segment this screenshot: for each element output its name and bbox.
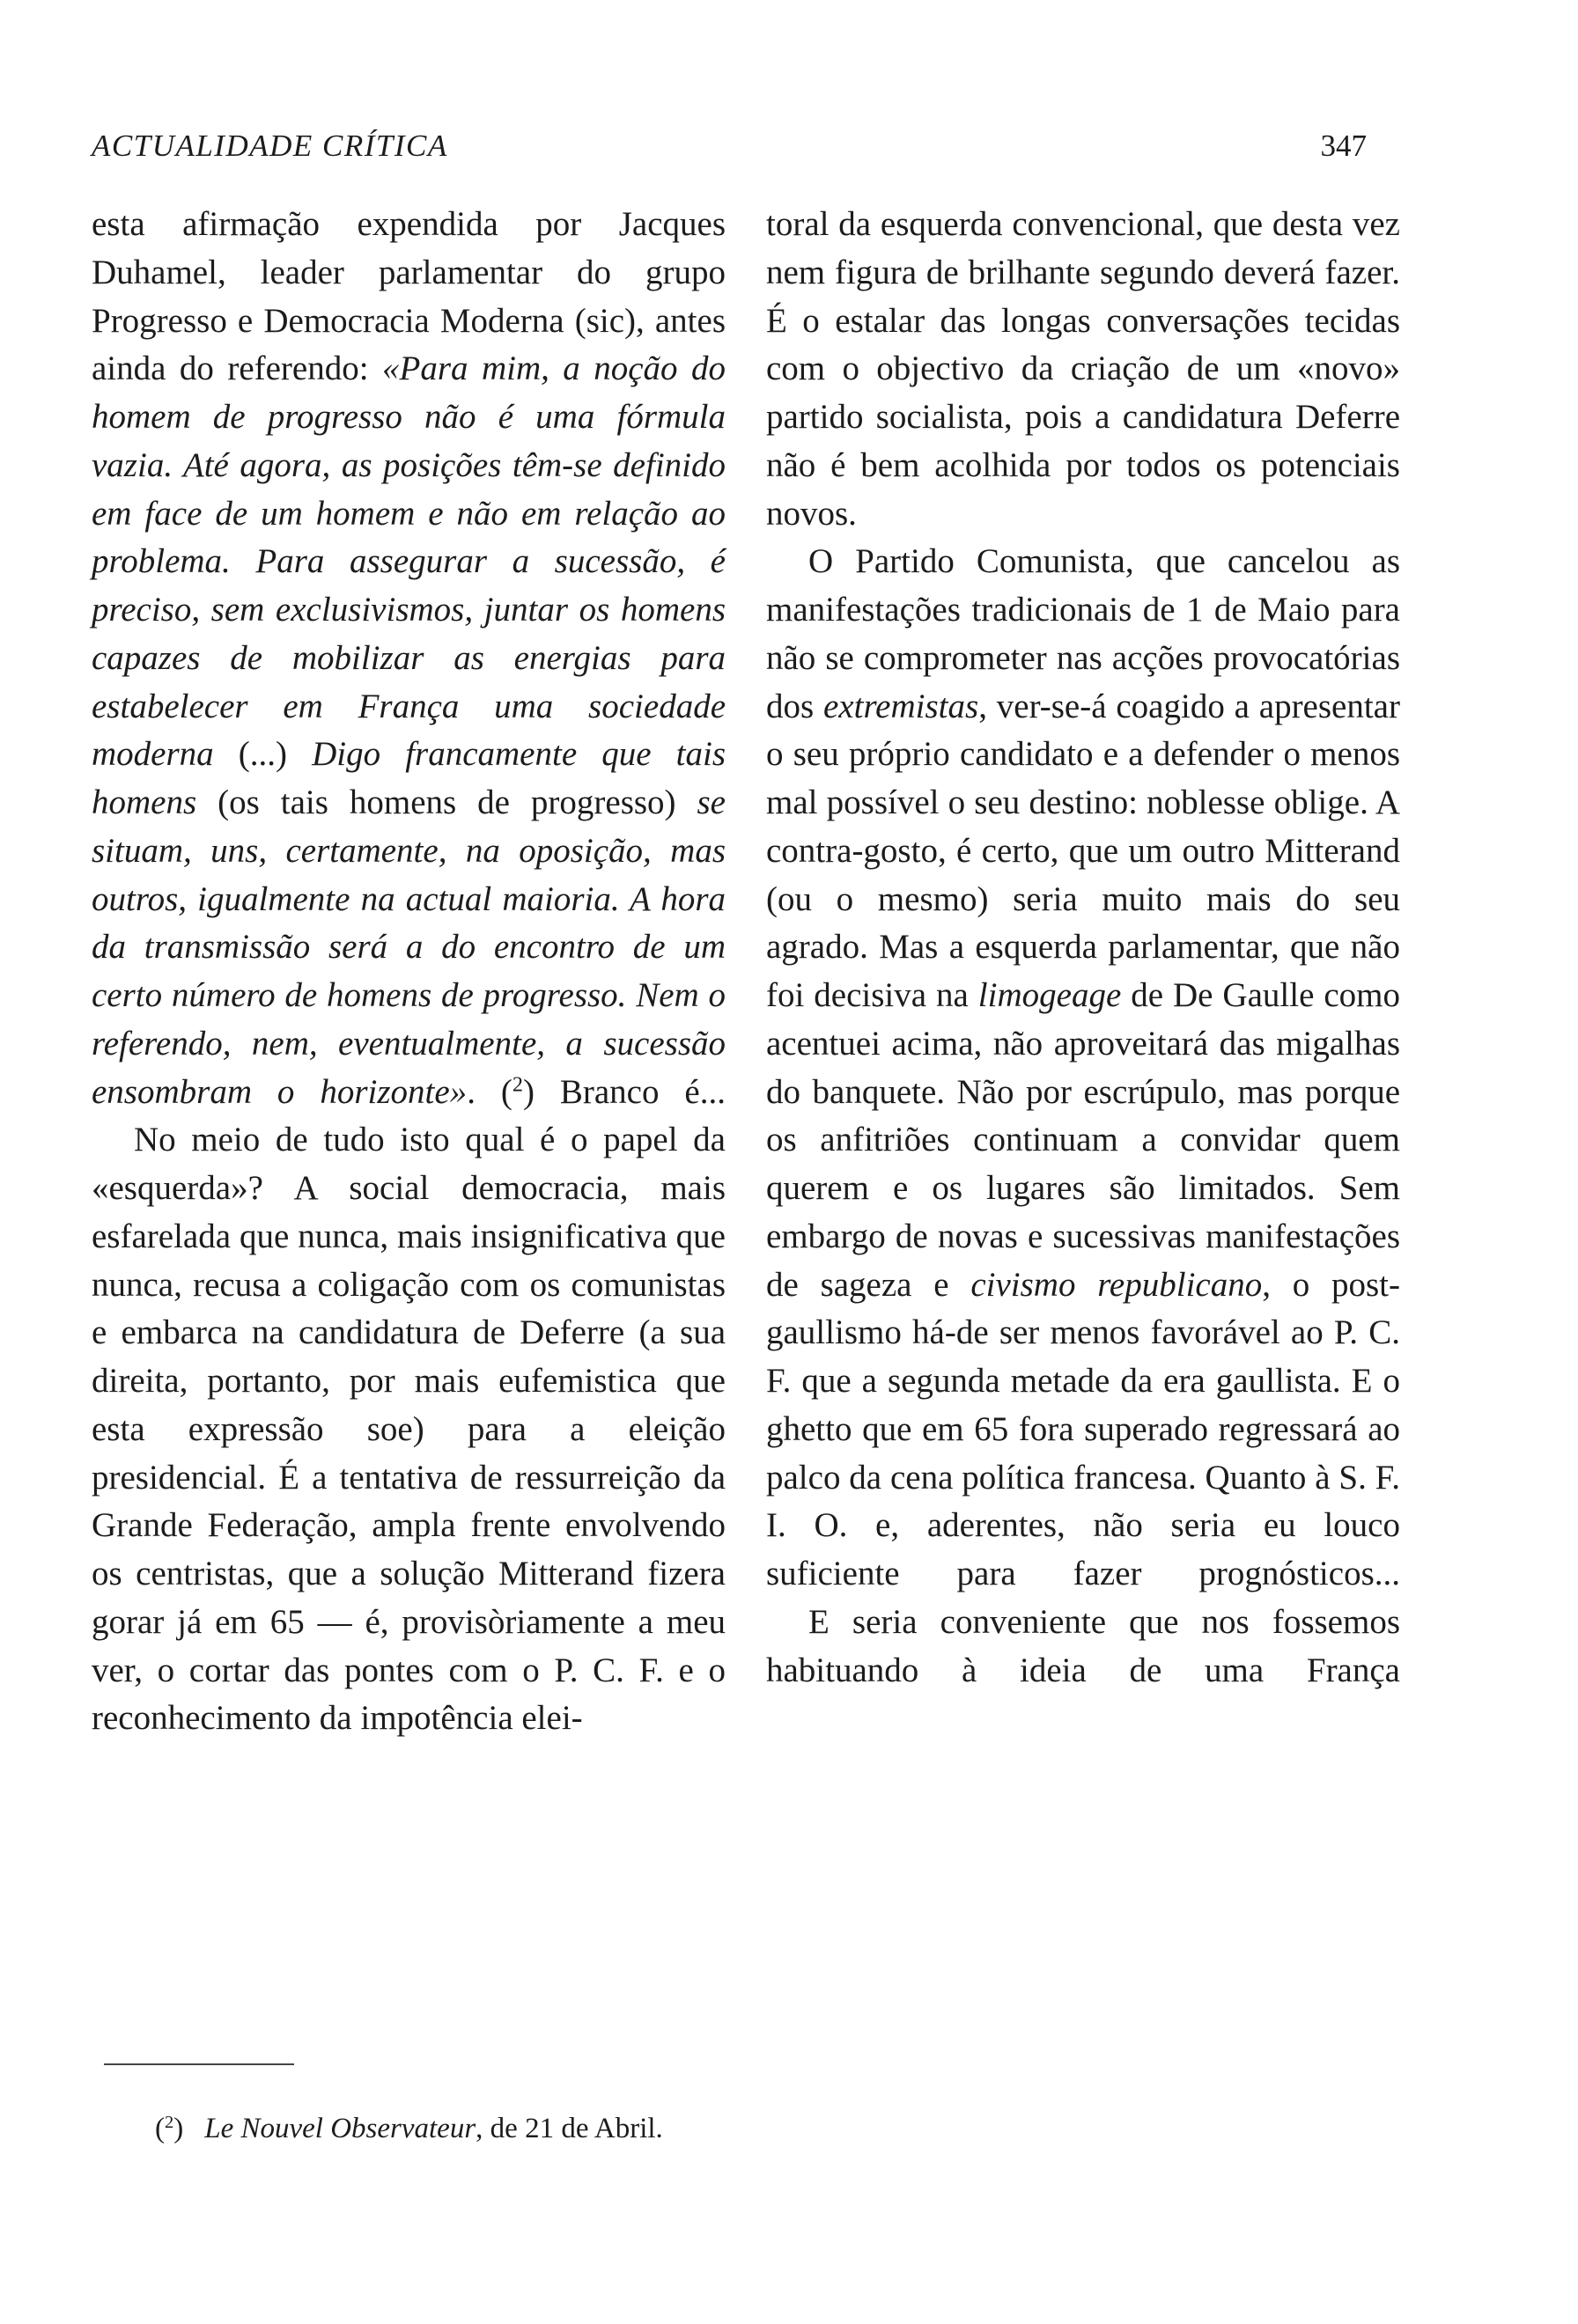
right-paragraph-2: O Partido Comunista, que cancelou as manifestações tradicionais de 1 de Maio para não se comprometer nas acções provocatórias dos extremistas, ver-se-á coagido a apresentar o seu próprio candidato e a defender o menos mal possível o seu destino: noblesse oblige. A contra-gosto, é certo, que um outro Mitterand (ou o mesmo) seria muito mais do seu agrado. Mas a esquerda parlamentar, que não foi decisiva na limogeage de De Gaulle como acentuei acima, não aproveitará das migalhas do banquete. Não por escrúpulo, mas porque os anfitriões continuam a convidar quem querem e os lugares são limitados. Sem embargo de novas e sucessivas manifestações de sageza e civismo republicano, o post-gaullismo há-de ser menos favorável ao P. C. F. que a segunda metade da era gaullista. E o ghetto que em 65 fora superado regressará ao palco da cena política francesa. Quanto à S. F. I. O. e, aderentes, não seria eu louco suficiente para fazer prognósticos...: [766, 542, 1400, 1592]
footnote-source-title: Le Nouvel Observateur: [204, 2113, 476, 2144]
right-column: [766, 201, 1400, 1695]
left-paragraph-1: esta afirmação expendida por Jacques Duhamel, leader parlamentar do grupo Progresso e Democracia Moderna (sic), antes ainda do referendo: «Para mim, a noção do homem de progresso não é uma fórmula vazia. Até agora, as posições têm-se definido em face de um homem e não em relação ao problema. Para assegurar a sucessão, é preciso, sem exclusivismos, juntar os homens capazes de mobilizar as energias para estabelecer em França uma sociedade moderna (...) Digo francamente que tais homens (os tais homens de progresso) se situam, uns, certamente, na oposição, mas outros, igualmente na actual maioria. A hora da transmissão será a do encontro de um certo número de homens de progresso. Nem o referendo, nem, eventualmente, a sucessão ensombram o horizonte». ($^2$) Branco é...: [92, 205, 726, 1111]
right-paragraph-1: toral da esquerda convencional, que desta vez nem figura de brilhante segundo deverá fazer. É o estalar das longas conversações tecidas com o objectivo da criação de um «novo» partido socialista, pois a candidatura Deferre não é bem acolhida por todos os potenciais novos.: [766, 205, 1400, 533]
footnote-source-date: , de 21 de Abril.: [476, 2113, 663, 2144]
page-number: 347: [1320, 129, 1367, 163]
left-paragraph-2: No meio de tudo isto qual é o papel da «esquerda»? A social democracia, mais esfarelada que nunca, mais insignificativa que nunca, recusa a coligação com os comunistas e embarca na candidatura de Deferre (a sua direita, portanto, por mais eufemistica que esta expressão soe) para a eleição presidencial. É a tentativa de ressurreição da Grande Federação, ampla frente envolvendo os centristas, que a solução Mitterand fizera gorar já em 65 — é, provisòriamente a meu ver, o cortar das pontes com o P. C. F. e o reconhecimento da impotência elei-: [92, 1121, 726, 1738]
footnote-mark: ($^2$): [155, 2112, 184, 2144]
footnote-reference: 2: [512, 1072, 523, 1097]
duhamel-quote-part-1: «Para mim, a noção do homem de progresso não é uma fórmula vazia. Até agora, as posições têm-se definido em face de um homem e não em relação ao problema. Para assegurar a sucessão, é preciso, sem exclusivismos, juntar os homens capazes de mobilizar as energias para estabelecer em França uma sociedade moderna: [92, 349, 726, 774]
italic-term-limogeage: limogeage: [977, 976, 1122, 1014]
italic-term-extremistas: extremistas: [823, 687, 979, 725]
duhamel-quote-part-3: se situam, uns, certamente, na oposição, mas outros, igualmente na actual maioria. A hora da transmissão será a do encontro de um certo número de homens de progresso. Nem o referendo, nem, eventualmente, a sucessão ensombram o horizonte»: [92, 783, 726, 1111]
italic-term-civismo: civismo republicano: [970, 1265, 1263, 1304]
duhamel-quote-part-2: Digo francamente que tais homens: [92, 735, 726, 821]
page-header: [92, 120, 1367, 173]
running-title: ACTUALIDADE CRÍTICA: [92, 129, 448, 163]
footnote: [155, 2109, 1036, 2148]
right-paragraph-3: E seria conveniente que nos fossemos habituando à ideia de uma França: [766, 1602, 1400, 1689]
footnote-divider: [104, 2063, 294, 2065]
left-column: [92, 201, 726, 1743]
